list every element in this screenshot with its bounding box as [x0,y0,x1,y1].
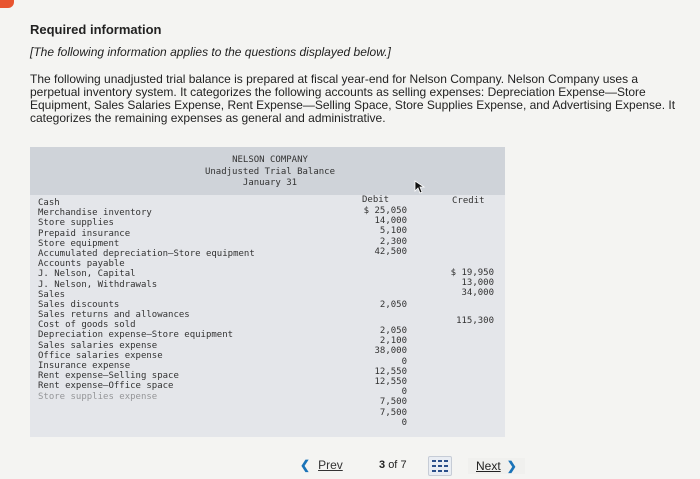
debit-value: 2,300 [379,236,407,247]
page-indicator [379,459,407,471]
statement-title: Unadjusted Trial Balance [204,167,336,177]
page-total: 7 [400,459,407,471]
account-row: Sales returns and allowances [38,310,190,321]
prev-button[interactable] [300,458,343,472]
company-name: NELSON COMPANY [232,155,308,165]
account-row: Sales salaries expense [38,340,158,351]
applies-note: [The following information applies to the questions displayed below.] [30,45,391,59]
debit-value: 38,000 [374,346,407,357]
page-current: 3 [379,459,386,471]
mouse-cursor-icon [414,180,426,194]
credit-value: $ 19,950 [450,268,494,278]
intro-paragraph [30,73,685,125]
account-row: Insurance expense [38,361,131,371]
credit-value: 34,000 [461,288,494,299]
debit-values-bottom [345,326,407,428]
debit-value: 7,500 [379,397,407,408]
sales-credit: 115,300 [456,316,494,326]
alert-marker [0,0,14,8]
account-row: Cost of goods sold [38,320,136,331]
debit-value: $ 25,050 [363,206,407,216]
credit-values-top [440,268,494,299]
debit-value: 0 [401,387,407,398]
paragraph-line: Equipment, Sales Salaries Expense, Rent Expense—Selling Space, Store Supplies Expense, and Advertising Expense. It [30,98,676,112]
intro-section [30,22,685,125]
next-label: Next [476,459,501,473]
debit-header: Debit [362,195,390,205]
credit-value: 13,000 [461,278,494,289]
next-button[interactable] [468,458,525,474]
paragraph-line: The following unadjusted trial balance is prepared at fiscal year-end for Nelson Company. Nelson Company uses a [30,72,639,86]
statement-date: January 31 [242,178,298,188]
account-row: Store equipment [38,238,120,249]
page-of: of [388,459,398,471]
account-row: Merchandise inventory [38,208,152,219]
debit-value: 7,500 [379,407,407,418]
account-row: J. Nelson, Capital [38,269,136,280]
account-row: Prepaid insurance [38,228,131,239]
debit-value: 2,050 [379,326,407,336]
question-grid-button[interactable] [428,456,452,476]
account-row: Cash [38,198,60,208]
debit-value: 42,500 [374,246,407,257]
paragraph-line: categorizes the remaining expenses as general and administrative. [30,111,386,125]
debit-value: 14,000 [374,216,407,227]
chevron-right-icon: ❯ [506,459,517,473]
pagination-footer [0,448,700,479]
grid-icon [432,460,448,472]
account-row: Accounts payable [38,259,125,270]
account-names [38,198,255,402]
debit-value: 12,550 [374,366,407,377]
account-row: Store supplies [38,218,114,229]
account-row: Office salaries expense [38,350,163,361]
chevron-left-icon: ❮ [300,458,311,472]
credit-header: Credit [452,196,485,206]
debit-value: 2,100 [379,336,407,347]
debit-value: 5,100 [379,226,407,237]
account-row: J. Nelson, Withdrawals [38,279,158,290]
account-row-cut: Store supplies expense [38,391,158,402]
required-information-title: Required information [30,22,162,37]
account-row: Rent expense—Selling space [38,371,179,382]
prev-label: Prev [318,458,343,472]
debit-value: 0 [401,417,407,428]
debit-value: 12,550 [374,376,407,387]
account-row: Depreciation expense—Store equipment [38,330,234,341]
paragraph-line: perpetual inventory system. It categorizes the following accounts as selling expenses: Depreciation Expense—Store [30,85,646,99]
debit-value: 0 [401,356,407,367]
debit-values-top [345,206,407,257]
withdrawals-debit: 2,050 [379,300,407,310]
account-row: Sales [38,289,66,300]
account-row: Sales discounts [38,299,120,310]
account-row: Rent expense—Office space [38,381,174,392]
account-row: Accumulated depreciation—Store equipment [38,248,255,259]
